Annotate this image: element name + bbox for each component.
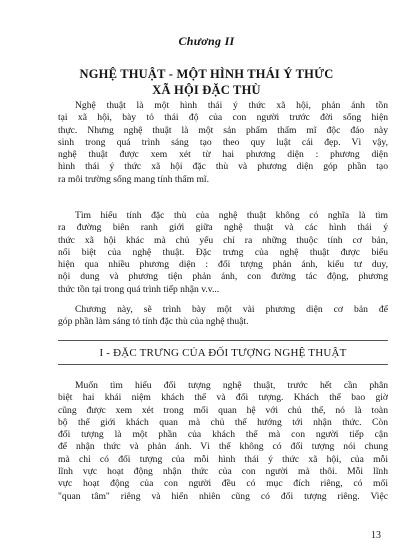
chapter-title (40, 66, 373, 98)
paragraph-line: Nghệ thuật là một hình thái ý thức xã hội, phản ánh tồn (75, 100, 388, 111)
paragraph-line: hiện qua nhiều phương diện : đối tượng phản ánh, kiểu tư duy, (58, 259, 388, 271)
paragraph-line: thức xã hội khác mà chủ yếu chỉ ra những thuộc tính cơ bản, (58, 234, 388, 246)
paragraph-line: thức tồn tại trong quá trình tiếp nhận v.v... (58, 283, 220, 295)
paragraph-line: tại xã hội, bày tỏ thái độ của con người trước đời sống hiện (58, 112, 388, 124)
paragraph-line: cũng được xem xét trong mối quan hệ với chủ thể, nó là toàn (58, 404, 388, 416)
paragraph-line: biệt hai khái niệm khách thể và đối tượng. Khách thể bao giờ (58, 392, 388, 404)
paragraph-line: mà chỉ có đối tượng của mỗi hình thái ý thức xã hội, của mỗi (58, 453, 388, 465)
paragraph-line: lĩnh vực hoạt động nhận thức của con người mà thôi. Mỗi lĩnh (58, 466, 388, 478)
paragraph-2 (58, 210, 388, 296)
section-rule-top (58, 340, 388, 341)
paragraph-line: Tìm hiểu tính đặc thù của nghệ thuật không có nghĩa là tìm (75, 210, 388, 221)
paragraph-line: góp phần làm sáng tỏ tính đặc thù của nghệ thuật. (58, 316, 249, 328)
paragraph-line: Muốn tìm hiểu đối tượng nghệ thuật, trước hết cần phân (75, 380, 388, 391)
chapter-title-line-2: XÃ HỘI ĐẶC THÙ (152, 83, 261, 97)
chapter-title-line-1: NGHỆ THUẬT - MỘT HÌNH THÁI Ý THỨC (79, 67, 334, 81)
paragraph-1 (58, 100, 388, 186)
paragraph-3 (58, 304, 388, 329)
paragraph-line: hình thái ý thức xã hội đặc thù và phương diện góp phần tạo (58, 161, 388, 173)
paragraph-line: thực. Nhưng nghệ thuật là một sản phẩm thẩm mĩ độc đáo này (58, 124, 388, 136)
paragraph-line: để nhận thức và phản ánh. Vì thế không có đối tượng nói chung (58, 441, 388, 453)
paragraph-line: Chương này, sẽ trình bày một vài phương diện cơ bản để (75, 304, 388, 315)
chapter-label: Chương II (178, 34, 235, 48)
paragraph-line: nội dung và phương tiện phản ánh, con đường tác động, phương (58, 271, 388, 283)
paragraph-line: nghệ thuật được xem xét từ hai phương diện : phương diện (58, 149, 388, 161)
page-number: 13 (371, 530, 381, 541)
paragraph-line: vực hoạt động của con người đều có mục đích riêng, có mối (58, 478, 388, 490)
paragraph-4 (58, 380, 388, 503)
paragraph-line: ra môi trường sống mang tính thẩm mĩ. (58, 173, 209, 185)
paragraph-line: đối tượng là một phần của khách thể mà con người tiếp cận (58, 429, 388, 441)
section-heading: I - ĐẶC TRƯNG CỦA ĐỐI TƯỢNG NGHỆ THUẬT (99, 347, 347, 359)
paragraph-line: sinh trong quá trình sáng tạo theo quy luật cái đẹp. Vì vậy, (58, 136, 388, 148)
section-rule-bottom (58, 364, 388, 365)
paragraph-line: ra đường biên ranh giới giữa nghệ thuật và các hình thái ý (58, 222, 388, 234)
paragraph-line: bộ thế giới khách quan mà chủ thể hướng tới nhận thức. Còn (58, 416, 388, 428)
paragraph-line: nổi biệt của nghệ thuật. Đặc trưng của nghệ thuật được biểu (58, 246, 388, 258)
paragraph-line: "quan tâm" riêng và hiển nhiên cũng có đối tượng riêng. Việc (58, 490, 388, 502)
